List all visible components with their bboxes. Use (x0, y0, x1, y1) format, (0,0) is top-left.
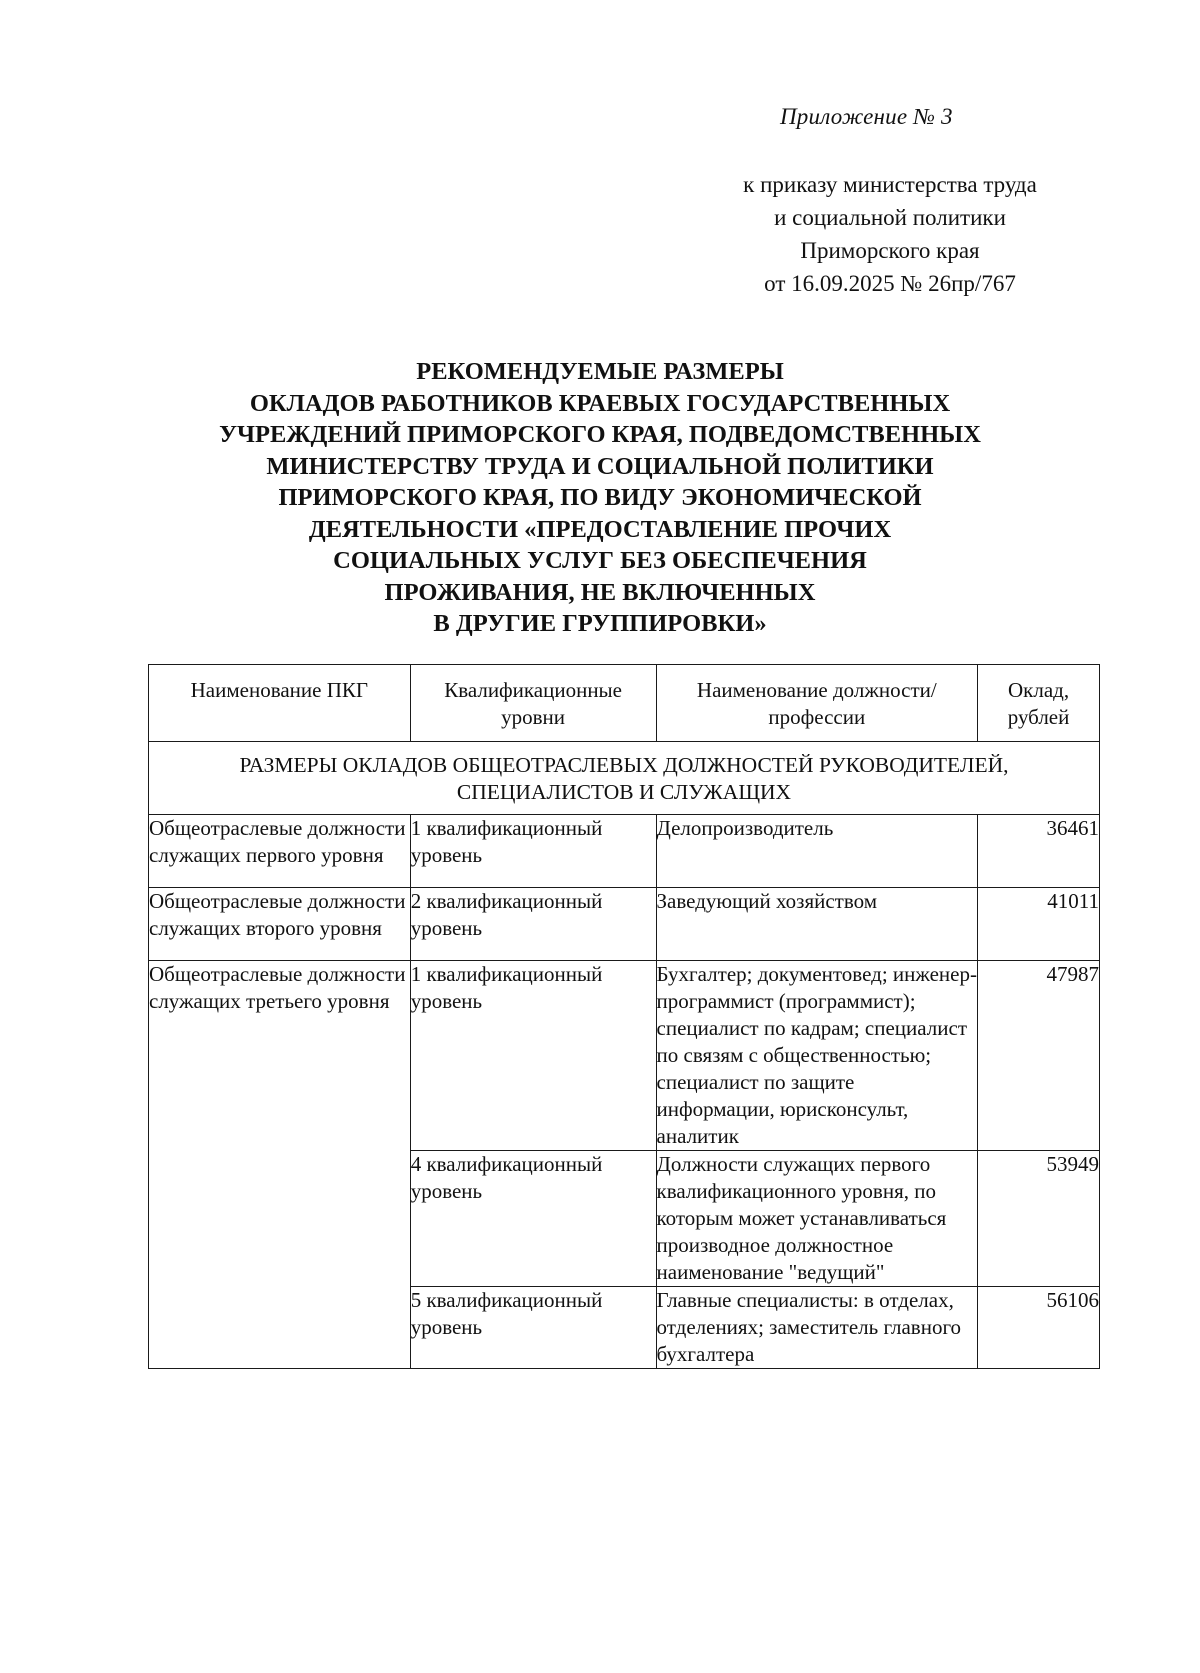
appendix-label: Приложение № 3 (780, 104, 953, 129)
title-line: ПРИМОРСКОГО КРАЯ, ПО ВИДУ ЭКОНОМИЧЕСКОЙ (278, 484, 922, 511)
title-line: РЕКОМЕНДУЕМЫЕ РАЗМЕРЫ (416, 358, 784, 385)
cell-salary: 47987 (978, 961, 1100, 1151)
header-position: Наименование должности/профессии (656, 665, 978, 742)
title-line: ПРОЖИВАНИЯ, НЕ ВКЛЮЧЕННЫХ (384, 578, 816, 606)
salary-table (148, 664, 1100, 1369)
order-reference (700, 168, 1080, 300)
section-title: РАЗМЕРЫ ОКЛАДОВ ОБЩЕОТРАСЛЕВЫХ ДОЛЖНОСТЕЙ РУКОВОДИТЕЛЕЙ, СПЕЦИАЛИСТОВ И СЛУЖАЩИХ (149, 742, 1100, 815)
header-level: Квалификационные уровни (410, 665, 656, 742)
cell-level: 1 квалификационный уровень (410, 815, 656, 888)
section-row (149, 742, 1100, 815)
cell-level: 4 квалификационный уровень (410, 1151, 656, 1287)
title-line: СОЦИАЛЬНЫХ УСЛУГ БЕЗ ОБЕСПЕЧЕНИЯ (333, 547, 867, 574)
cell-position: Заведующий хозяйством (656, 888, 978, 961)
order-ref-line: Приморского края (800, 238, 980, 263)
title-line: ОКЛАДОВ РАБОТНИКОВ КРАЕВЫХ ГОСУДАРСТВЕННЫХ (249, 389, 951, 417)
cell-position: Делопроизводитель (656, 815, 978, 888)
cell-salary: 53949 (978, 1151, 1100, 1287)
cell-position: Должности служащих первого квалификационного уровня, по которым может устанавливаться производное должностное наименование "ведущий" (656, 1151, 978, 1287)
table-row (149, 815, 1100, 888)
document-title (130, 356, 1070, 640)
cell-level: 2 квалификационный уровень (410, 888, 656, 961)
cell-pkg: Общеотраслевые должности служащих второго уровня (149, 888, 411, 961)
title-line: ДЕЯТЕЛЬНОСТИ «ПРЕДОСТАВЛЕНИЕ ПРОЧИХ (308, 515, 892, 543)
header-pkg: Наименование ПКГ (149, 665, 411, 742)
cell-pkg: Общеотраслевые должности служащих третьего уровня (149, 961, 411, 1369)
table-row (149, 888, 1100, 961)
title-line: В ДРУГИЕ ГРУППИРОВКИ» (433, 610, 767, 637)
table-row (149, 961, 1100, 1151)
order-ref-line: и социальной политики (774, 205, 1006, 230)
cell-salary: 56106 (978, 1287, 1100, 1369)
cell-salary: 36461 (978, 815, 1100, 888)
title-line: УЧРЕЖДЕНИЙ ПРИМОРСКОГО КРАЯ, ПОДВЕДОМСТВЕННЫХ (219, 421, 981, 448)
header-salary: Оклад, рублей (978, 665, 1100, 742)
title-line: МИНИСТЕРСТВУ ТРУДА И СОЦИАЛЬНОЙ ПОЛИТИКИ (266, 452, 934, 480)
cell-position: Главные специалисты: в отделах, отделениях; заместитель главного бухгалтера (656, 1287, 978, 1369)
cell-position: Бухгалтер; документовед; инженер-программист (программист); специалист по кадрам; специалист по связям с общественностью; специалист по защите информации, юрисконсульт, аналитик (656, 961, 978, 1151)
cell-level: 1 квалификационный уровень (410, 961, 656, 1151)
order-ref-line: от 16.09.2025 № 26пр/767 (764, 271, 1016, 296)
cell-level: 5 квалификационный уровень (410, 1287, 656, 1369)
table-header-row (149, 665, 1100, 742)
cell-salary: 41011 (978, 888, 1100, 961)
cell-pkg: Общеотраслевые должности служащих первого уровня (149, 815, 411, 888)
order-ref-line: к приказу министерства труда (743, 172, 1037, 197)
